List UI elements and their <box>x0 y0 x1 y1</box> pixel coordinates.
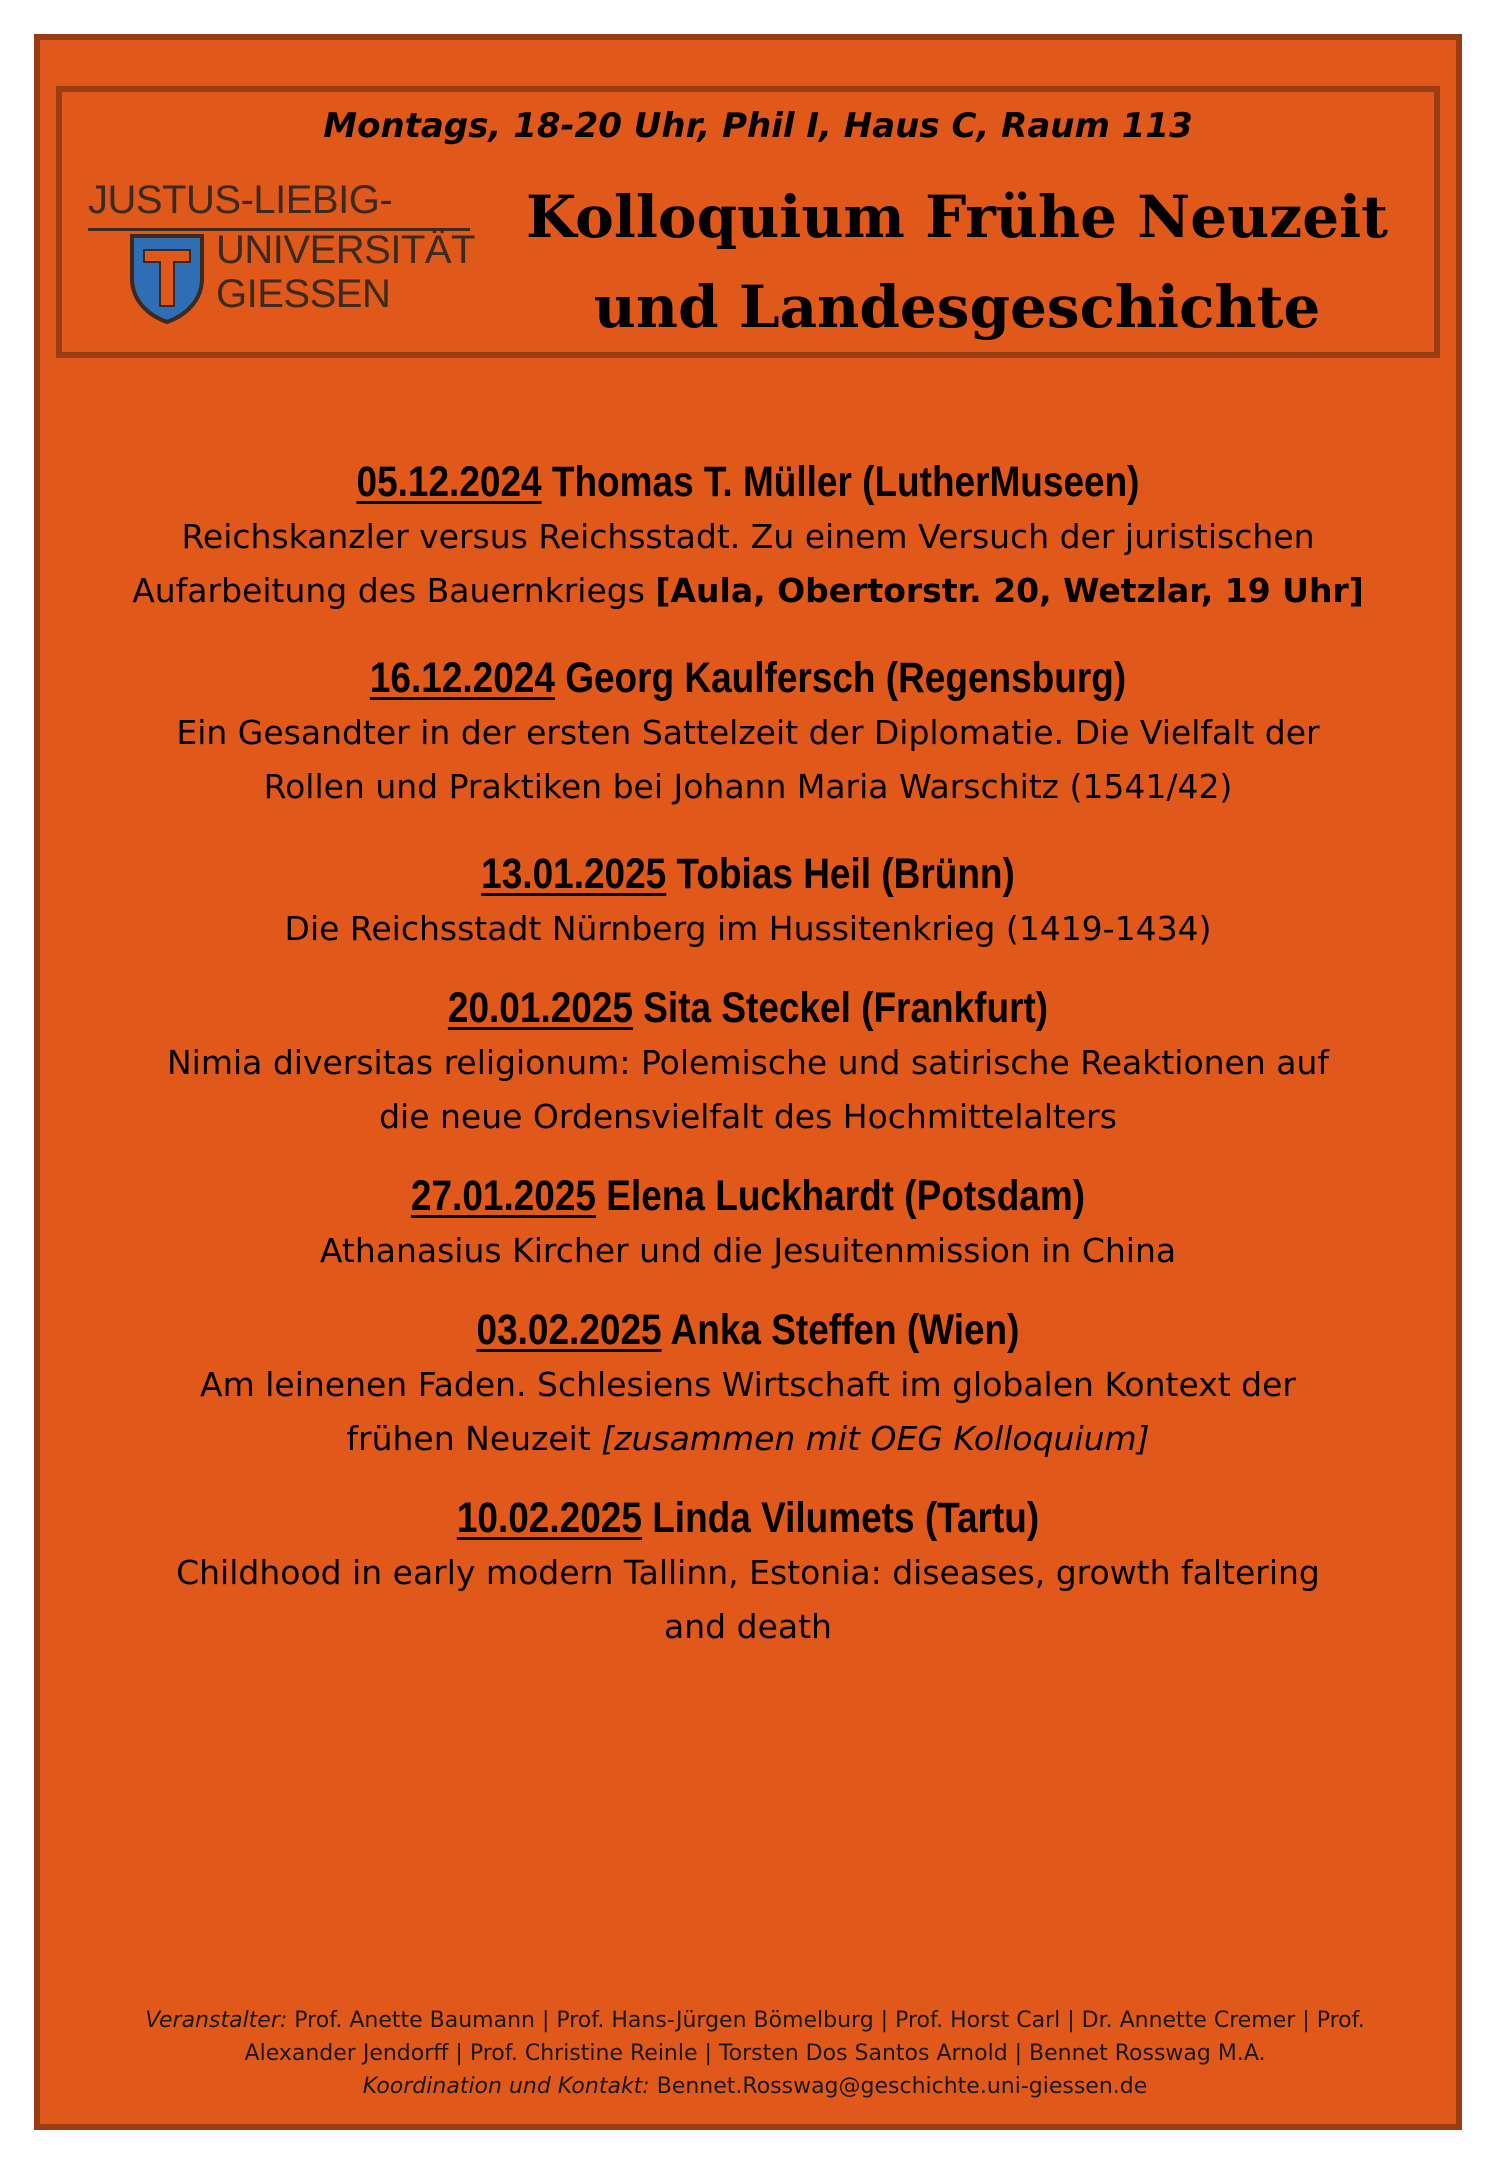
event-heading <box>139 846 1357 902</box>
event-heading <box>139 980 1357 1036</box>
event-desc-line: Nimia diversitas religionum: Polemische und satirische Reaktionen auf <box>166 1043 1330 1082</box>
event-item <box>40 1490 1456 1654</box>
title-line1: Kolloquium Frühe Neuzeit <box>526 183 1388 251</box>
logo-text-line3: GIESSEN <box>216 272 391 316</box>
organizers-label: Veranstalter: <box>145 2008 288 2033</box>
event-date: 03.02.2025 <box>476 1306 662 1354</box>
event-desc-line <box>80 1412 1416 1466</box>
event-desc-line: Athanasius Kircher und die Jesuitenmission in China <box>319 1231 1177 1270</box>
event-date: 13.01.2025 <box>481 850 667 898</box>
logo-text-line2: UNIVERSITÄT <box>216 228 475 272</box>
event-description <box>40 1224 1456 1278</box>
event-item <box>40 980 1456 1144</box>
event-speaker: Thomas T. Müller (LutherMuseen) <box>551 458 1140 506</box>
event-description <box>40 1358 1456 1466</box>
event-desc-line: Rollen und Praktiken bei Johann Maria Warschitz (1541/42) <box>263 767 1233 806</box>
event-speaker: Anka Steffen (Wien) <box>670 1306 1020 1354</box>
event-date: 16.12.2024 <box>369 654 555 702</box>
event-desc-line: die neue Ordensvielfalt des Hochmittelalters <box>379 1097 1117 1136</box>
event-speaker: Tobias Heil (Brünn) <box>676 850 1015 898</box>
page-title <box>472 172 1442 352</box>
event-description <box>40 1546 1456 1654</box>
event-list <box>40 454 1456 1654</box>
event-item <box>40 1168 1456 1278</box>
event-note: [zusammen mit OEG Kolloquium] <box>601 1419 1150 1458</box>
event-date: 27.01.2025 <box>410 1172 597 1220</box>
poster <box>34 34 1462 2130</box>
event-speaker: Elena Luckhardt (Potsdam) <box>606 1172 1086 1220</box>
event-date: 05.12.2024 <box>356 458 542 506</box>
event-speaker: Linda Vilumets (Tartu) <box>652 1494 1040 1542</box>
event-speaker: Georg Kaulfersch (Regensburg) <box>565 654 1127 702</box>
event-item <box>40 650 1456 814</box>
event-desc-line: Reichskanzler versus Reichsstadt. Zu einem Versuch der juristischen <box>181 517 1315 556</box>
event-description <box>40 706 1456 814</box>
footer-organizers <box>80 2004 1430 2037</box>
contact-email[interactable]: Bennet.Rosswag@geschichte.uni-giessen.de <box>649 2074 1148 2099</box>
event-heading <box>139 650 1357 706</box>
event-desc-line <box>80 564 1416 618</box>
event-description <box>40 902 1456 956</box>
event-speaker: Sita Steckel (Frankfurt) <box>643 984 1049 1032</box>
event-desc-line: and death <box>664 1607 832 1646</box>
event-desc-text: Aufarbeitung des Bauernkriegs <box>132 571 656 610</box>
organizers-line1: Prof. Anette Baumann | Prof. Hans-Jürgen Bömelburg | Prof. Horst Carl | Dr. Annette Cremer | Prof. <box>287 2008 1365 2033</box>
event-heading <box>139 454 1357 510</box>
organizers-line2: Alexander Jendorff | Prof. Christine Reinle | Torsten Dos Santos Arnold | Bennet Rosswag M.A. <box>244 2041 1266 2066</box>
event-desc-line: Childhood in early modern Tallinn, Estonia: diseases, growth faltering <box>176 1553 1320 1592</box>
event-date: 10.02.2025 <box>456 1494 642 1542</box>
event-item <box>40 846 1456 956</box>
title-line2: und Landesgeschichte <box>593 273 1321 341</box>
event-description <box>40 1036 1456 1144</box>
event-heading <box>139 1490 1357 1546</box>
contact-label: Koordination und Kontakt: <box>362 2074 650 2099</box>
event-desc-text: frühen Neuzeit <box>346 1419 602 1458</box>
footer <box>80 2004 1430 2103</box>
event-desc-line: Am leinenen Faden. Schlesiens Wirtschaft im globalen Kontext der <box>200 1365 1296 1404</box>
event-date: 20.01.2025 <box>447 984 633 1032</box>
shield-icon <box>128 232 206 324</box>
event-item <box>40 454 1456 618</box>
logo-text-line1: JUSTUS-LIEBIG- <box>88 178 393 222</box>
footer-contact <box>80 2070 1430 2103</box>
event-desc-line: Ein Gesandter in der ersten Sattelzeit der Diplomatie. Die Vielfalt der <box>176 713 1320 752</box>
header-box <box>56 86 1440 358</box>
event-venue: [Aula, Obertorstr. 20, Wetzlar, 19 Uhr] <box>655 571 1364 610</box>
meeting-info: Montags, 18-20 Uhr, Phil I, Haus C, Raum 113 <box>323 106 1193 146</box>
event-heading <box>139 1302 1357 1358</box>
event-description <box>40 510 1456 618</box>
event-item <box>40 1302 1456 1466</box>
event-desc-line: Die Reichsstadt Nürnberg im Hussitenkrieg (1419-1434) <box>284 909 1212 948</box>
event-heading <box>139 1168 1357 1224</box>
university-logo <box>88 178 488 328</box>
